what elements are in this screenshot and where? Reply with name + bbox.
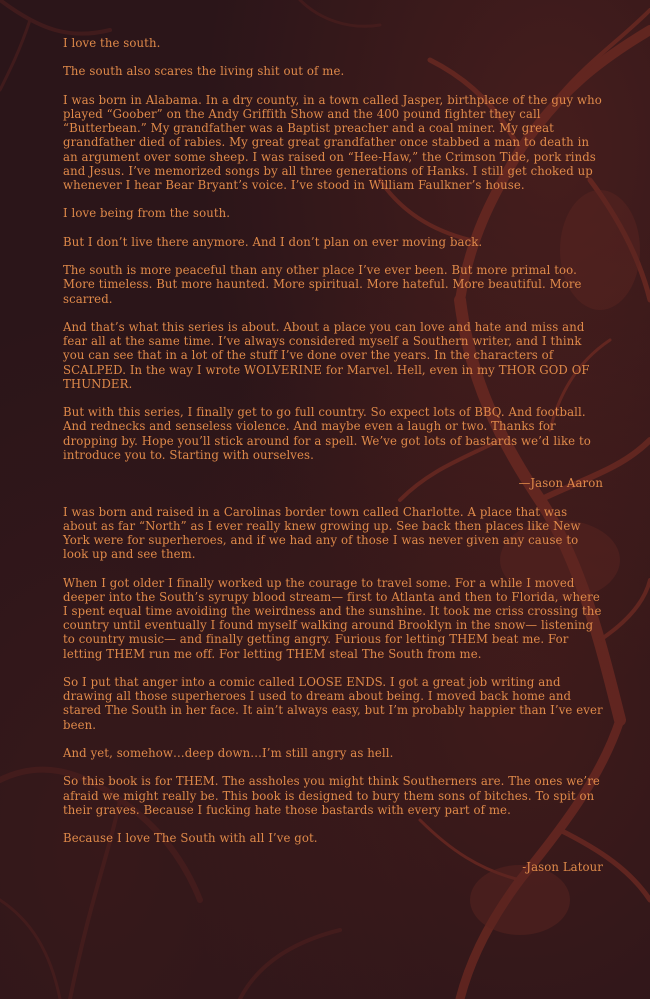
paragraph: And yet, somehow…deep down…I’m still angry as hell. [63,745,394,760]
paragraph: I love being from the south. [63,206,231,221]
paragraph: The south also scares the living shit out of me. [63,64,345,79]
letter-text [63,36,603,888]
paragraph: I was born in Alabama. In a dry county, in a town called Jasper, birthplace of the guy who played “Goober” on the Andy Griffith Show and the 400 pound fighter they call “Butterbean.” My grandfather was a Baptist preacher and a coal miner. My great grandfather died of rabies. My great great grandfather once stabbed a man to death in an argument over some sheep. I was raised on “Hee-Haw,” the Crimson Tide, pork rinds and Jesus. I’ve memorized songs by all three generations of Hanks. I still get choked up whenever I hear Bear Bryant’s voice. I’ve stood in William Faulkner’s house. [63,92,602,192]
paragraph: So I put that anger into a comic called LOOSE ENDS. I got a great job writing and drawing all those superheroes I used to dream about being. I moved back home and stared The South in her face. It ain’t always easy, but I’m probably happier than I’ve ever been. [63,674,603,732]
signature-jason-aaron: —Jason Aaron [518,476,603,491]
paragraph: Because I love The South with all I’ve got. [63,831,318,846]
paragraph: When I got older I finally worked up the courage to travel some. For a while I moved deeper into the South’s syrupy blood stream— first to Atlanta and then to Florida, where I spent equal time avoiding the weirdness and the sunshine. It took me criss crossing the country until eventually I found myself walking around Brooklyn in the snow— listening to country music— and finally getting angry. Furious for letting THEM beat me. For letting THEM run me off. For letting THEM steal The South from me. [63,575,602,661]
paragraph: But with this series, I finally get to go full country. So expect lots of BBQ. And football. And rednecks and senseless violence. And maybe even a laugh or two. Thanks for dropping by. Hope you’ll stick around for a spell. We’ve got lots of bastards we’d like to introduce you to. Starting with ourselves. [63,405,591,462]
paragraph: The south is more peaceful than any other place I’ve ever been. But more primal too. More timeless. But more haunted. More spiritual. More hateful. More beautiful. More scarred. [63,263,582,306]
letter-jason-aaron [63,36,603,490]
paragraph: But I don’t live there anymore. And I don’t plan on ever moving back. [63,234,483,249]
letter-jason-latour [63,505,603,874]
paragraph: I love the south. [63,36,161,50]
signature-jason-latour: -Jason Latour [522,859,603,874]
paragraph: And that’s what this series is about. About a place you can love and hate and miss and fear all at the same time. I’ve always considered myself a Southern writer, and I think you can see that in a lot of the stuff I’ve done over the years. In the characters of SCALPED. In the way I wrote WOLVERINE for Marvel. Hell, even in my THOR GOD OF THUNDER. [63,319,590,391]
paragraph: I was born and raised in a Carolinas border town called Charlotte. A place that was about as far “North” as I ever really knew growing up. See back then places like New York were for superheroes, and if we had any of those I was never given any cause to look up and see them. [63,504,581,562]
paragraph: So this book is for THEM. The assholes you might think Southerners are. The ones we’re afraid we might really be. This book is designed to bury them sons of bitches. To spit on their graves. Because I fucking hate those bastards with every part of me. [63,774,600,817]
